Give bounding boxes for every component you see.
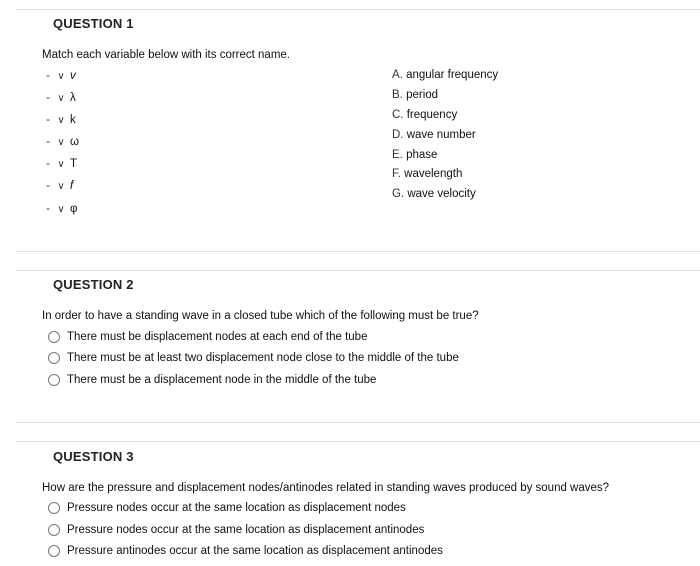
answer-option: [392, 149, 437, 161]
divider: [16, 441, 700, 442]
match-row-3: [42, 110, 76, 130]
match-row-7: [42, 199, 77, 219]
match-row-6: [42, 176, 73, 196]
variable-label: ω: [70, 136, 79, 148]
match-select-3[interactable]: [42, 111, 70, 129]
option-text: wavelength: [404, 168, 463, 180]
answer-option: [392, 129, 476, 141]
answer-option: [392, 69, 498, 81]
variable-label: φ: [70, 203, 78, 215]
chevron-down-icon: ∨: [57, 136, 65, 148]
select-placeholder: -: [46, 114, 50, 126]
option-text: period: [406, 89, 439, 101]
divider: [16, 422, 700, 423]
choice-label: There must be displacement nodes at each end of the tube: [67, 331, 368, 343]
select-placeholder: -: [46, 136, 50, 148]
match-row-5: [42, 154, 77, 174]
radio-button[interactable]: [48, 331, 60, 343]
question-2-choice-3[interactable]: [48, 374, 376, 386]
select-placeholder: -: [46, 203, 50, 215]
option-letter: B.: [392, 89, 403, 101]
match-row-2: [42, 88, 76, 108]
option-letter: G.: [392, 188, 405, 200]
radio-button[interactable]: [48, 524, 60, 536]
choice-label: Pressure antinodes occur at the same location as displacement antinodes: [67, 545, 443, 557]
question-3-title: QUESTION 3: [53, 449, 134, 464]
radio-button[interactable]: [48, 352, 60, 364]
question-3-choice-3[interactable]: [48, 545, 443, 557]
option-letter: E.: [392, 149, 403, 161]
question-3-choice-2[interactable]: [48, 524, 424, 536]
divider: [16, 270, 700, 271]
option-text: wave number: [406, 129, 476, 141]
choice-label: Pressure nodes occur at the same location as displacement antinodes: [67, 524, 425, 536]
match-select-4[interactable]: [42, 133, 70, 151]
question-2-title: QUESTION 2: [53, 277, 134, 292]
select-placeholder: -: [46, 70, 50, 82]
variable-label: v: [70, 70, 76, 82]
question-3-choice-1[interactable]: [48, 502, 406, 514]
variable-label: λ: [70, 92, 76, 104]
chevron-down-icon: ∨: [57, 203, 65, 215]
select-placeholder: -: [46, 92, 50, 104]
option-text: angular frequency: [406, 69, 499, 81]
option-letter: A.: [392, 69, 403, 81]
question-3-prompt: How are the pressure and displacement nodes/antinodes related in standing waves produced by sound waves?: [42, 482, 610, 494]
variable-label: T: [70, 158, 78, 170]
answer-option: [392, 168, 462, 180]
question-2-choice-1[interactable]: [48, 331, 367, 343]
option-text: frequency: [406, 109, 458, 121]
choice-label: There must be a displacement node in the middle of the tube: [67, 374, 377, 386]
choice-label: Pressure nodes occur at the same location as displacement nodes: [67, 502, 406, 514]
radio-button[interactable]: [48, 374, 60, 386]
divider: [16, 9, 700, 10]
question-2-prompt: In order to have a standing wave in a closed tube which of the following must be true?: [42, 310, 479, 322]
answer-option: [392, 89, 438, 101]
option-text: wave velocity: [407, 188, 476, 200]
chevron-down-icon: ∨: [57, 158, 65, 170]
chevron-down-icon: ∨: [57, 180, 65, 192]
option-text: phase: [406, 149, 438, 161]
answer-option: [392, 109, 457, 121]
answer-option: [392, 188, 476, 200]
match-select-1[interactable]: [42, 67, 70, 85]
match-select-6[interactable]: [42, 177, 70, 195]
variable-label: f: [70, 180, 74, 192]
match-row-4: [42, 132, 79, 152]
radio-button[interactable]: [48, 545, 60, 557]
question-2-choice-2[interactable]: [48, 352, 459, 364]
option-letter: D.: [392, 129, 404, 141]
match-select-5[interactable]: [42, 155, 70, 173]
chevron-down-icon: ∨: [57, 114, 65, 126]
select-placeholder: -: [46, 158, 50, 170]
chevron-down-icon: ∨: [57, 70, 65, 82]
match-row-1: [42, 66, 76, 86]
chevron-down-icon: ∨: [57, 92, 65, 104]
match-select-7[interactable]: [42, 200, 70, 218]
select-placeholder: -: [46, 180, 50, 192]
variable-label: k: [70, 114, 76, 126]
question-1-prompt: Match each variable below with its correct name.: [42, 49, 290, 61]
option-letter: F.: [392, 168, 401, 180]
choice-label: There must be at least two displacement node close to the middle of the tube: [67, 352, 459, 364]
question-1-title: QUESTION 1: [53, 16, 134, 31]
divider: [16, 251, 700, 252]
radio-button[interactable]: [48, 502, 60, 514]
option-letter: C.: [392, 109, 404, 121]
match-select-2[interactable]: [42, 89, 70, 107]
